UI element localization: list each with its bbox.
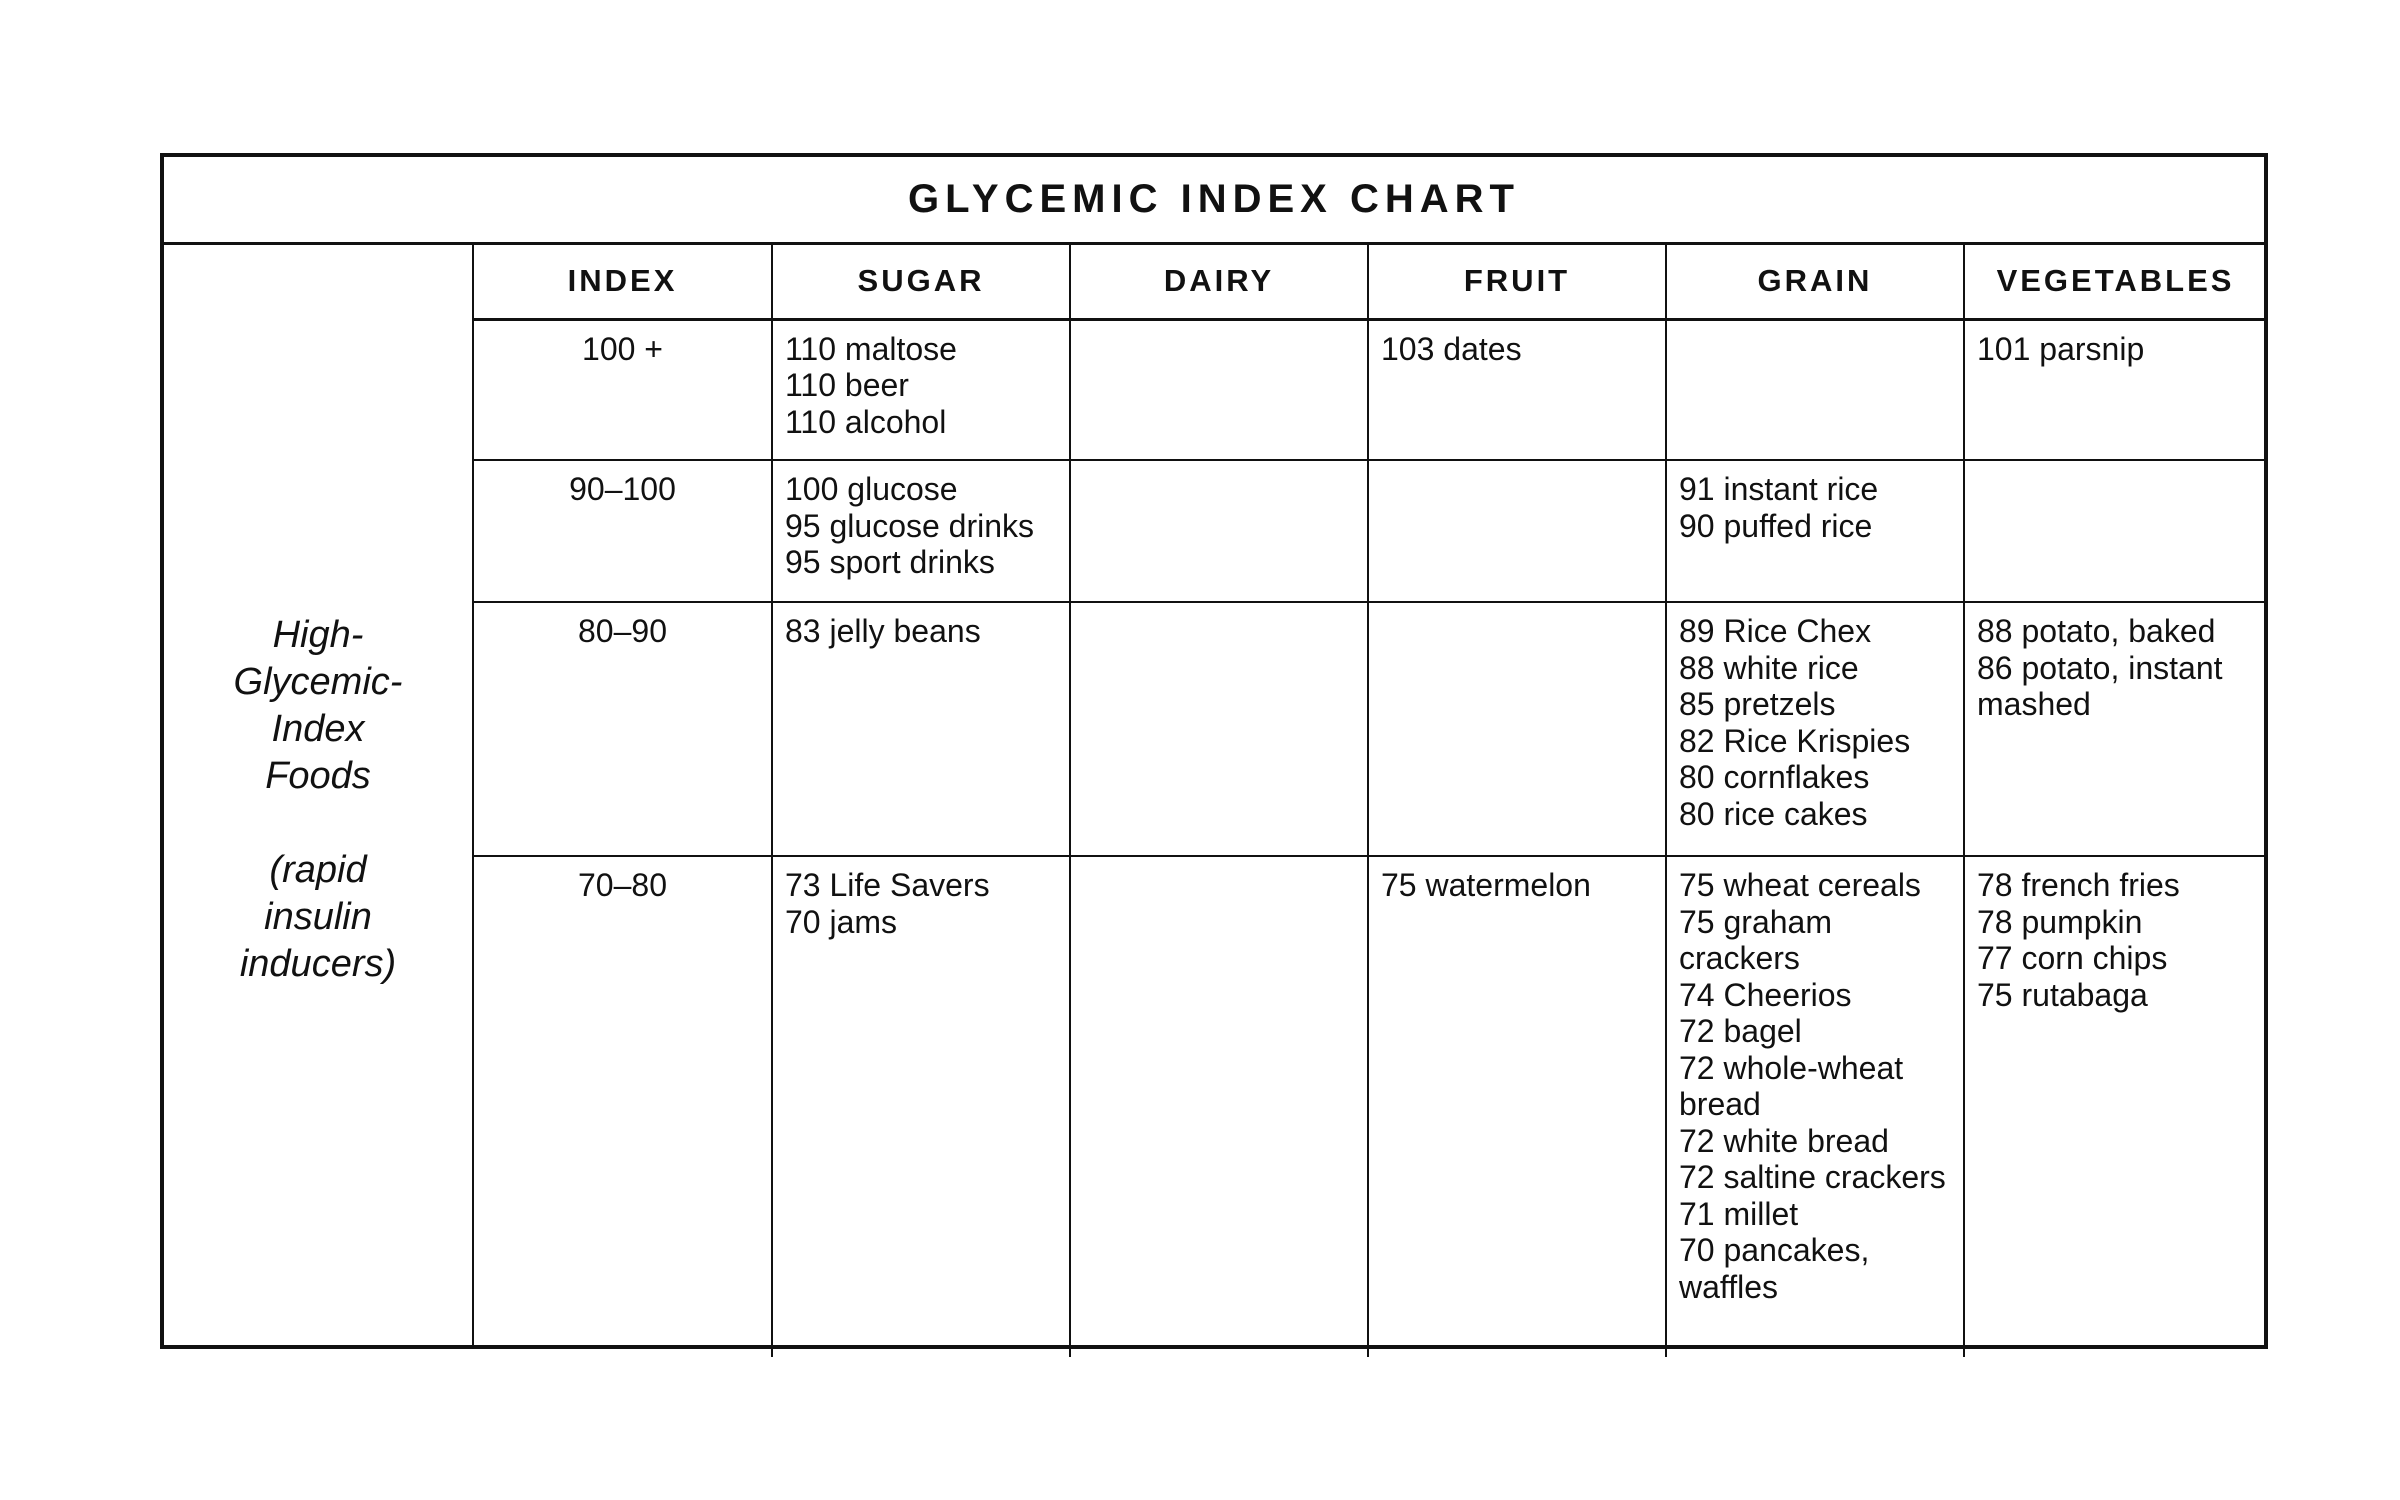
food-entry: 88 white rice (1679, 649, 1859, 686)
chart-title: GLYCEMIC INDEX CHART (164, 157, 2264, 245)
food-entry: 75 rutabaga (1977, 976, 2148, 1013)
food-entry: 78 french fries (1977, 867, 2180, 903)
table-row (474, 602, 2266, 856)
food-entry: 70 jams (785, 903, 898, 940)
column-header-grain: GRAIN (1666, 245, 1964, 319)
category-label-line: Glycemic- (233, 661, 403, 703)
category-label-line: High- (272, 614, 364, 656)
sugar-cell (772, 856, 1070, 1357)
category-label-note-line: (rapid (269, 849, 367, 891)
fruit-cell (1368, 856, 1666, 1357)
food-entry: 75 graham crackers (1679, 903, 1832, 976)
fruit-cell (1368, 602, 1666, 856)
food-entry: 70 pancakes, waffles (1679, 1232, 1870, 1305)
food-entry: 73 Life Savers (785, 867, 990, 903)
food-entry: 74 Cheerios (1679, 976, 1852, 1013)
index-range-cell: 100 + (474, 319, 772, 460)
food-entry: 100 glucose (785, 471, 958, 507)
food-entry: 90 puffed rice (1679, 507, 1873, 544)
food-entry: 85 pretzels (1679, 686, 1836, 722)
column-header-sugar: SUGAR (772, 245, 1070, 319)
dairy-cell (1070, 460, 1368, 602)
table-row (474, 319, 2266, 460)
grain-cell (1666, 602, 1964, 856)
food-entry: 95 sport drinks (785, 544, 995, 580)
food-entry: 80 rice cakes (1679, 795, 1868, 832)
glycemic-index-chart (160, 153, 2268, 1349)
column-header-vegetables: VEGETABLES (1964, 245, 2266, 319)
grain-cell (1666, 460, 1964, 602)
food-entry: 78 pumpkin (1977, 903, 2143, 940)
food-entry: 77 corn chips (1977, 940, 2168, 976)
food-entry: 110 beer (785, 367, 909, 403)
column-header-fruit: FRUIT (1368, 245, 1666, 319)
food-entry: 83 jelly beans (785, 613, 981, 649)
food-entry: 71 millet (1679, 1195, 1799, 1232)
food-entry: 72 whole-wheat bread (1679, 1049, 1904, 1122)
column-header-index: INDEX (474, 245, 772, 319)
dairy-cell (1070, 602, 1368, 856)
sugar-cell (772, 602, 1070, 856)
category-label-note-line: inducers) (239, 943, 397, 985)
dairy-cell (1070, 319, 1368, 460)
food-entry: 110 maltose (785, 330, 957, 367)
dairy-cell (1070, 856, 1368, 1357)
food-entry: 89 Rice Chex (1679, 613, 1872, 649)
food-entry: 86 potato, instant mashed (1977, 649, 2223, 722)
food-entry: 103 dates (1381, 330, 1522, 367)
index-range-cell: 80–90 (474, 602, 772, 856)
column-header-dairy: DAIRY (1070, 245, 1368, 319)
grain-cell (1666, 856, 1964, 1357)
vegetables-cell (1964, 856, 2266, 1357)
sugar-cell (772, 460, 1070, 602)
vegetables-cell (1964, 460, 2266, 602)
index-range-cell: 90–100 (474, 460, 772, 602)
category-label-line: Foods (265, 755, 371, 797)
fruit-cell (1368, 460, 1666, 602)
category-label-note-line: insulin (264, 896, 372, 938)
food-entry: 82 Rice Krispies (1679, 722, 1911, 759)
food-entry: 80 cornflakes (1679, 759, 1870, 795)
food-entry: 95 glucose drinks (785, 507, 1035, 544)
vegetables-cell (1964, 602, 2266, 856)
table-row (474, 856, 2266, 1357)
header-row (474, 245, 2266, 319)
food-entry: 110 alcohol (785, 403, 947, 440)
food-entry: 72 saltine crackers (1679, 1159, 1946, 1195)
food-entry: 75 watermelon (1381, 867, 1591, 903)
food-entry: 72 bagel (1679, 1013, 1802, 1049)
category-label-line: Index (271, 708, 365, 750)
category-label (164, 245, 474, 1345)
vegetables-cell (1964, 319, 2266, 460)
index-range-cell: 70–80 (474, 856, 772, 1357)
food-entry: 72 white bread (1679, 1122, 1889, 1159)
sugar-cell (772, 319, 1070, 460)
fruit-cell (1368, 319, 1666, 460)
food-entry: 75 wheat cereals (1679, 867, 1921, 903)
food-entry: 91 instant rice (1679, 471, 1879, 507)
food-table (474, 245, 2266, 1357)
food-entry: 88 potato, baked (1977, 613, 2216, 649)
food-entry: 101 parsnip (1977, 330, 2145, 367)
table-row (474, 460, 2266, 602)
grain-cell (1666, 319, 1964, 460)
